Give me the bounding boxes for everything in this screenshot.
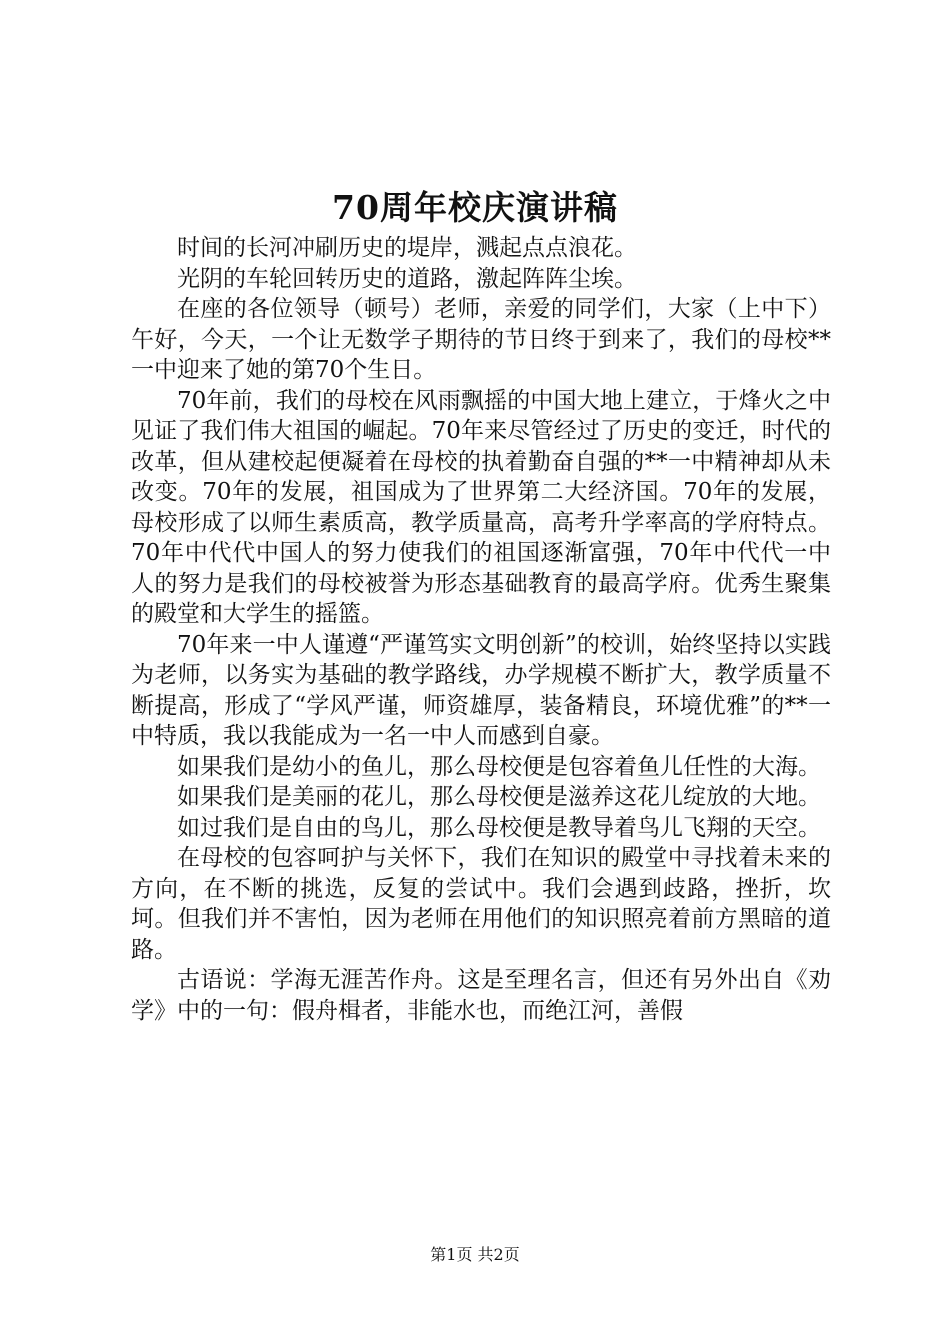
page-footer: 第1页 共2页 bbox=[430, 1245, 520, 1264]
paragraph: 70年前，我们的母校在风雨飘摇的中国大地上建立，于烽火之中见证了我们伟大祖国的崛起。70年来尽管经过了历史的变迁，时代的改革，但从建校起便凝着在母校的执着勤奋自强的**一中精神却从未改变。70年的发展，祖国成为了世界第二大经济国。70年的发展，母校形成了以师生素质高，教学质量高，高考升学率高的学府特点。70年中代代中国人的努力使我们的祖国逐渐富强，70年中代代一中人的努力是我们的母校被誉为形态基础教育的最高学府。优秀生聚集的殿堂和大学生的摇篮。 bbox=[131, 387, 831, 627]
document-title: 70周年校庆演讲稿 bbox=[332, 188, 618, 227]
paragraph: 在母校的包容呵护与关怀下，我们在知识的殿堂中寻找着未来的方向，在不断的挑选，反复的尝试中。我们会遇到歧路，挫折，坎坷。但我们并不害怕，因为老师在用他们的知识照亮着前方黑暗的道路。 bbox=[131, 845, 831, 963]
paragraph: 70年来一中人谨遵“严谨笃实文明创新”的校训，始终坚持以实践为老师，以务实为基础的教学路线，办学规模不断扩大，教学质量不断提高，形成了“学风严谨，师资雄厚，装备精良，环境优雅”的**一中特质，我以我能成为一名一中人而感到自豪。 bbox=[131, 631, 831, 749]
paragraph: 时间的长河冲刷历史的堤岸，溅起点点浪花。 bbox=[177, 235, 637, 261]
paragraph: 如果我们是美丽的花儿，那么母校便是滋养这花儿绽放的大地。 bbox=[177, 784, 821, 810]
paragraph: 在座的各位领导（顿号）老师，亲爱的同学们，大家（上中下）午好，今天，一个让无数学子期待的节日终于到来了，我们的母校**一中迎来了她的第70个生日。 bbox=[131, 296, 831, 383]
paragraph: 如果我们是幼小的鱼儿，那么母校便是包容着鱼儿任性的大海。 bbox=[177, 753, 821, 780]
paragraph: 光阴的车轮回转历史的道路，激起阵阵尘埃。 bbox=[177, 265, 637, 292]
document-body bbox=[131, 233, 831, 1026]
paragraph: 如过我们是自由的鸟儿，那么母校便是教导着鸟儿飞翔的天空。 bbox=[177, 814, 821, 841]
paragraph: 古语说：学海无涯苦作舟。这是至理名言，但还有另外出自《劝学》中的一句：假舟楫者，非能水也，而绝江河，善假 bbox=[131, 967, 831, 1024]
